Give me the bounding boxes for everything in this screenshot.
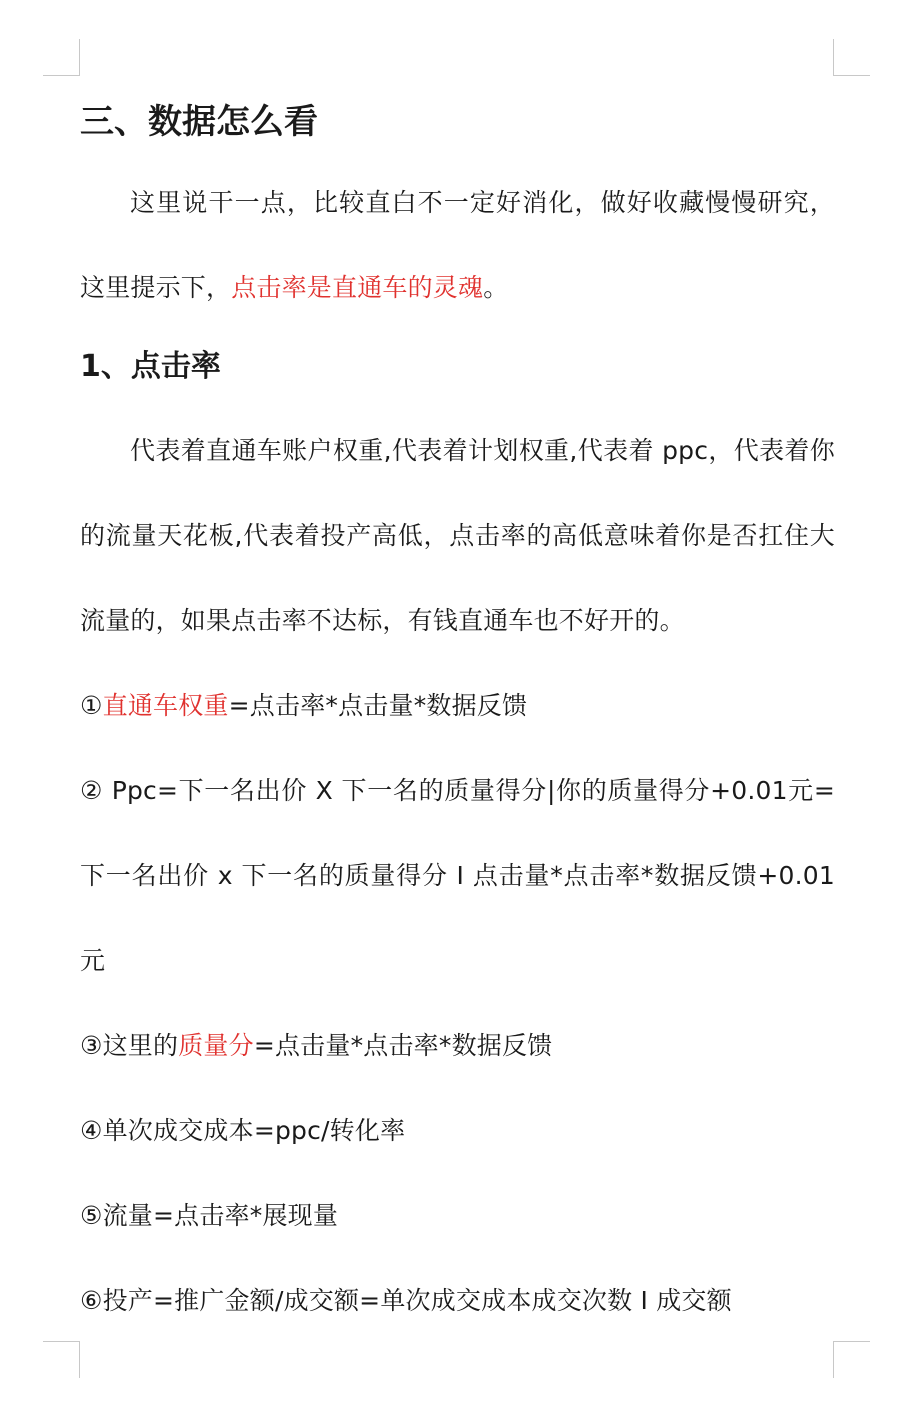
page-corner-mark-bottom-left xyxy=(43,1341,80,1378)
formula-1-prefix: ① xyxy=(80,691,103,720)
formula-5: ⑤流量=点击率*展现量 xyxy=(80,1201,339,1230)
formula-1-highlight: 直通车权重 xyxy=(102,691,229,720)
formula-2: ② Ppc=下一名出价 X 下一名的质量得分|你的质量得分+0.01元=下一名出价 x 下一名的质量得分 I 点击量*点击率*数据反馈+0.01 元 xyxy=(80,776,835,975)
intro-text: 这里说干一点，比较直白不一定好消化，做好收藏慢慢研究，这里提示下， xyxy=(80,188,835,302)
intro-highlight: 点击率是直通车的灵魂 xyxy=(231,273,484,302)
formula-6: ⑥投产=推广金额/成交额=单次成交成本成交次数 I 成交额 xyxy=(80,1286,732,1315)
document-body xyxy=(80,98,835,1343)
formula-1 xyxy=(80,663,835,748)
formula-3 xyxy=(80,1003,835,1088)
intro-paragraph xyxy=(80,160,835,330)
intro-text-end: 。 xyxy=(483,273,509,302)
formula-1-rest: =点击率*点击量*数据反馈 xyxy=(228,691,528,720)
click-rate-paragraph: 代表着直通车账户权重,代表着计划权重,代表着 ppc，代表着你的流量天花板,代表着投产高低，点击率的高低意味着你是否扛住大流量的，如果点击率不达标，有钱直通车也不好开的。 xyxy=(80,436,835,635)
formula-3-highlight: 质量分 xyxy=(178,1031,254,1060)
page-corner-mark-bottom-right xyxy=(833,1341,870,1378)
page-corner-mark-top-left xyxy=(43,39,80,76)
page-corner-mark-top-right xyxy=(833,39,870,76)
formula-3-rest: =点击量*点击率*数据反馈 xyxy=(253,1031,553,1060)
section-heading: 三、数据怎么看 xyxy=(80,102,318,142)
subsection-title-click-rate: 1、点击率 xyxy=(80,349,221,384)
formula-3-prefix: ③这里的 xyxy=(80,1031,179,1060)
formula-4: ④单次成交成本=ppc/转化率 xyxy=(80,1116,406,1145)
